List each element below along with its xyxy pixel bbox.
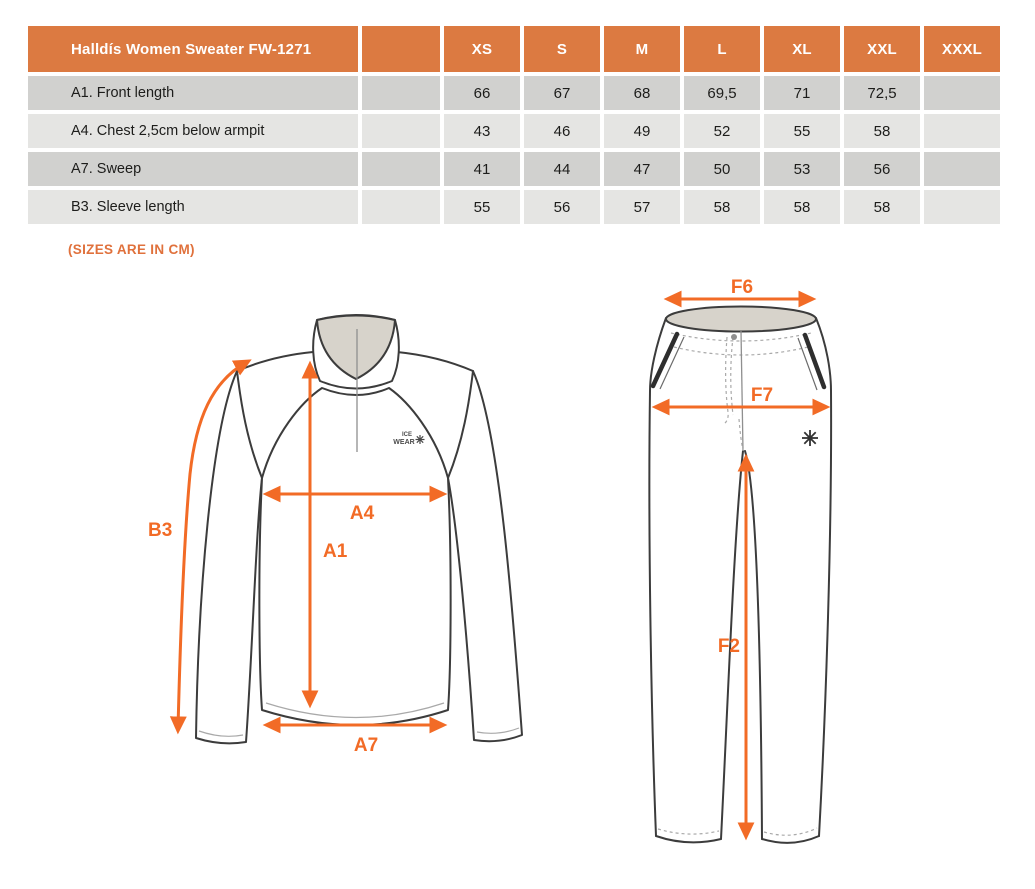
col-header-s: S (524, 26, 600, 72)
table-row (28, 114, 1000, 148)
table-spacer-cell (362, 152, 440, 186)
snowflake-icon (416, 435, 425, 444)
size-cell: 72,5 (844, 76, 920, 110)
size-cell (924, 190, 1000, 224)
pants-button (731, 334, 737, 340)
col-header-xxl: XXL (844, 26, 920, 72)
size-cell: 67 (524, 76, 600, 110)
sweater-left-shoulder-seam (237, 352, 313, 371)
pants-f2-label: F2 (717, 636, 740, 657)
row-label: A1. Front length (28, 76, 358, 110)
size-cell (924, 114, 1000, 148)
size-cell: 44 (524, 152, 600, 186)
size-cell: 52 (684, 114, 760, 148)
size-cell: 58 (844, 190, 920, 224)
size-cell: 55 (764, 114, 840, 148)
sweater-right-shoulder-seam (397, 352, 473, 371)
size-table (24, 22, 1004, 228)
table-row (28, 76, 1000, 110)
size-cell: 50 (684, 152, 760, 186)
sweater-a7-label: A7 (353, 735, 379, 756)
pants-f7-label: F7 (750, 385, 774, 406)
size-cell (924, 152, 1000, 186)
sweater-b3-label: B3 (148, 520, 173, 541)
col-header-xxxl: XXXL (924, 26, 1000, 72)
brand-logo-text-wear: WEAR (393, 439, 415, 446)
size-cell: 71 (764, 76, 840, 110)
col-header-xl: XL (764, 26, 840, 72)
table-row (28, 152, 1000, 186)
sweater-a1-label: A1 (323, 541, 348, 562)
pants-f6-label: F6 (730, 277, 754, 298)
sizes-unit-note: (SIZES ARE IN CM) (68, 242, 195, 257)
size-cell: 56 (524, 190, 600, 224)
col-header-m: M (604, 26, 680, 72)
pants-diagram (649, 277, 831, 843)
col-header-xs: XS (444, 26, 520, 72)
size-cell: 57 (604, 190, 680, 224)
pants-silhouette (649, 318, 831, 843)
row-label: B3. Sleeve length (28, 190, 358, 224)
row-label: A4. Chest 2,5cm below armpit (28, 114, 358, 148)
size-cell: 43 (444, 114, 520, 148)
size-cell: 66 (444, 76, 520, 110)
size-cell: 69,5 (684, 76, 760, 110)
size-cell: 41 (444, 152, 520, 186)
size-cell: 58 (764, 190, 840, 224)
size-cell: 58 (844, 114, 920, 148)
size-cell: 56 (844, 152, 920, 186)
size-cell: 49 (604, 114, 680, 148)
size-cell (924, 76, 1000, 110)
size-cell: 55 (444, 190, 520, 224)
pants-waistband (666, 307, 816, 332)
col-header-l: L (684, 26, 760, 72)
row-label: A7. Sweep (28, 152, 358, 186)
table-row (28, 190, 1000, 224)
table-spacer-cell (362, 76, 440, 110)
sweater-left-sleeve (196, 371, 262, 743)
sweater-a4-label: A4 (349, 503, 375, 524)
table-header-row (28, 26, 1000, 72)
table-spacer-cell (362, 26, 440, 72)
size-cell: 68 (604, 76, 680, 110)
sweater-body (259, 388, 450, 725)
snowflake-icon (802, 430, 818, 446)
sweater-right-sleeve (448, 371, 522, 741)
table-spacer-cell (362, 114, 440, 148)
size-cell: 46 (524, 114, 600, 148)
size-cell: 47 (604, 152, 680, 186)
table-spacer-cell (362, 190, 440, 224)
sweater-diagram (148, 315, 522, 756)
size-cell: 53 (764, 152, 840, 186)
size-cell: 58 (684, 190, 760, 224)
table-title: Halldís Women Sweater FW-1271 (28, 26, 358, 72)
measurement-diagrams (0, 269, 1035, 889)
brand-logo-text-ice: ICE (401, 432, 413, 438)
